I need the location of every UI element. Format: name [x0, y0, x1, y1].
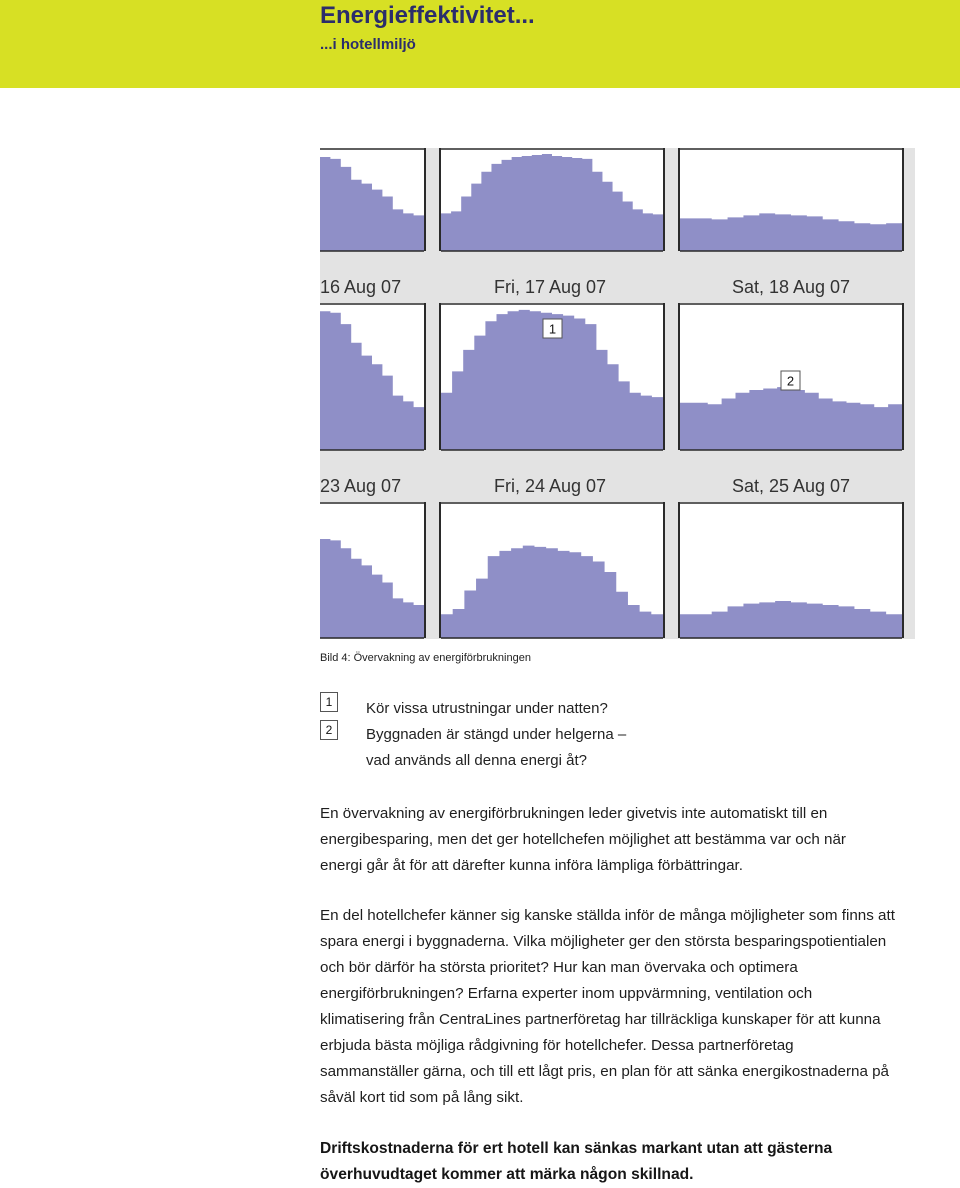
legend-item-2: Byggnaden är stängd under helgerna –	[366, 726, 627, 743]
paragraph-2: En del hotellchefer känner sig kanske ställda inför de många möjligheter som finns att spara energi i byggnaderna. Vilka möjligheter ger den största besparingspotientialen och bör därför ha största prioritet? Hur kan man övervaka och optimera energiförbrukningen? Erfarna experter inom uppvärmning, ventilation och klimatisering från CentraLines partnerföretag har tillräckliga kunskaper för att kunna erbjuda bästa möjliga rådgivning för hotellchefer. Dessa partnerföretag sammanställer gärna, och till ett lågt pris, en plan för att sänka energikostnaderna på såväl kort tid som på lång sikt.	[320, 907, 895, 1106]
panel-date-label: 16 Aug 07	[320, 277, 402, 297]
chart-marker-1-label: 1	[548, 321, 557, 337]
chart-panel	[440, 502, 664, 638]
legend-item-2-continued: vad används all denna energi åt?	[366, 752, 588, 769]
page-subtitle: ...i hotellmiljö	[320, 36, 416, 53]
chart-panel	[679, 148, 903, 251]
chart-panel	[320, 303, 425, 450]
page-title: Energieffektivitet...	[320, 2, 535, 29]
panel-date-label: 23 Aug 07	[320, 476, 402, 496]
panel-date-label: Sat, 18 Aug 07	[731, 277, 851, 297]
chart-panel	[679, 502, 903, 638]
paragraph-1: En övervakning av energiförbrukningen leder givetvis inte automatiskt till en energibesparing, men det ger hotellchefen möjlighet att bestämma var och när energi går åt för att därefter kunna införa lämpliga förbättringar.	[320, 805, 846, 874]
figure-caption: Bild 4: Övervakning av energiförbrukningen	[320, 652, 531, 664]
paragraph-conclusion: Driftskostnaderna för ert hotell kan sänkas markant utan att gästerna överhuvudtaget kommer att märka någon skillnad.	[320, 1140, 833, 1183]
legend-marker-1: 1	[320, 692, 338, 712]
panel-date-label: Fri, 24 Aug 07	[493, 476, 607, 496]
legend-item-1: Kör vissa utrustningar under natten?	[366, 700, 608, 717]
chart-panel	[320, 502, 425, 638]
panel-date-label: Sat, 25 Aug 07	[731, 476, 851, 496]
panel-date-label: Fri, 17 Aug 07	[493, 277, 607, 297]
legend-marker-2: 2	[320, 720, 338, 740]
chart-marker-2-label: 2	[786, 373, 795, 389]
chart-panel	[440, 148, 664, 251]
chart-panel	[320, 148, 425, 251]
